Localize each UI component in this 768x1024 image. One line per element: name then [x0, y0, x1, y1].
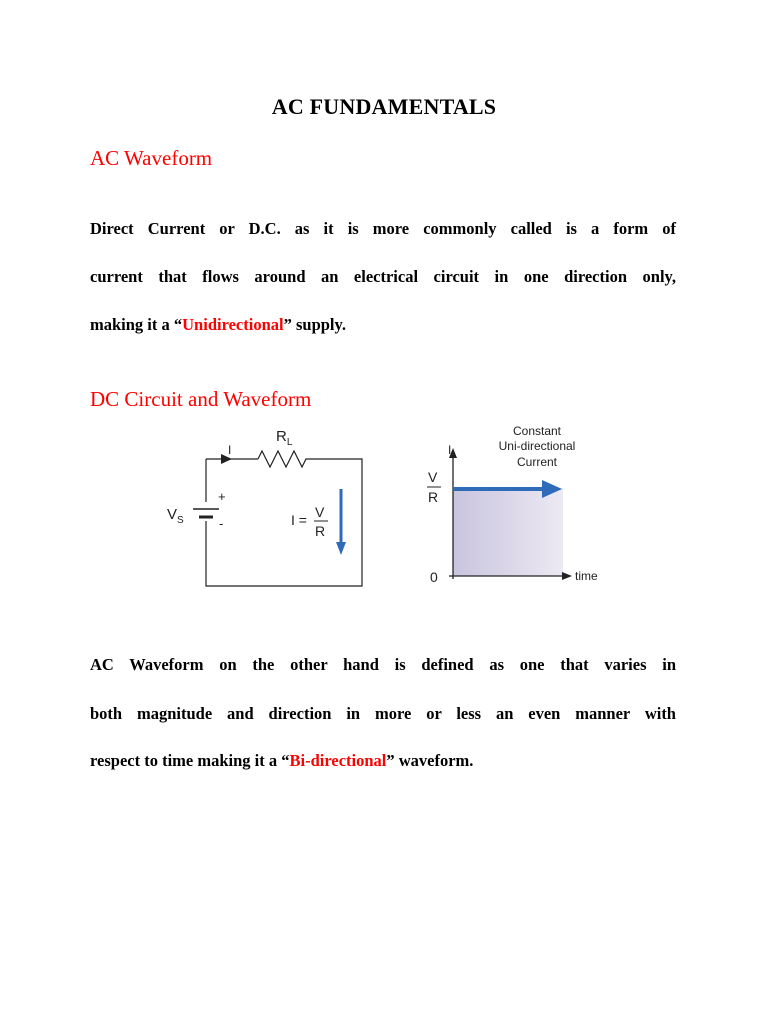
ohm-law-numerator: V — [315, 504, 325, 520]
paragraph-ac-line-2: both magnitude and direction in more or less an even manner with — [90, 704, 676, 723]
circuit-wire — [206, 459, 362, 586]
paragraph-dc-line-2: current that flows around an electrical circuit in one direction only, — [90, 267, 676, 286]
text-segment: making it a “ — [90, 315, 183, 334]
x-axis-arrow-icon — [562, 572, 572, 580]
y-level-denominator: R — [428, 489, 439, 505]
annotation-line-1: Constant — [512, 424, 562, 438]
dc-waveform-graph — [427, 424, 598, 585]
paragraph-ac-line-1: AC Waveform on the other hand is defined as one that varies in — [90, 655, 676, 674]
paragraph-ac-line-3 — [90, 749, 676, 773]
source-label — [167, 506, 184, 526]
text-segment: ” waveform. — [386, 751, 474, 770]
plus-sign: + — [218, 489, 226, 504]
y-axis-label: I — [448, 443, 452, 457]
page-title: AC FUNDAMENTALS — [271, 94, 497, 119]
x-axis-label: time — [575, 569, 598, 583]
highlight-bidirectional: Bi-directional — [289, 751, 387, 770]
origin-label: 0 — [430, 569, 438, 585]
annotation-line-2: Uni-directional — [498, 439, 576, 453]
ohm-law-denominator: R — [315, 523, 326, 539]
source-label-main: V — [167, 506, 178, 523]
annotation-line-3: Current — [516, 455, 558, 469]
circuit-diagram — [167, 428, 362, 586]
resistor-symbol — [258, 451, 310, 467]
current-direction-arrow-head — [336, 542, 346, 555]
resistor-label — [276, 428, 293, 448]
waveform-area — [453, 488, 563, 576]
dc-circuit-figure — [0, 416, 768, 616]
paragraph-dc-line-1: Direct Current or D.C. as it is more commonly called is a form of — [90, 219, 676, 238]
y-level-numerator: V — [428, 469, 438, 485]
text-segment: respect to time making it a “ — [90, 751, 290, 770]
resistor-label-subscript: L — [286, 437, 293, 448]
minus-sign: - — [219, 516, 224, 531]
current-label: I — [228, 443, 232, 457]
paragraph-dc-line-3 — [90, 313, 676, 337]
source-label-subscript: S — [177, 515, 184, 526]
heading-ac-waveform: AC Waveform — [90, 146, 213, 170]
resistor-label-main: R — [276, 428, 287, 445]
text-segment: ” supply. — [283, 315, 346, 334]
highlight-unidirectional: Unidirectional — [182, 315, 284, 334]
ohm-law-prefix: I = — [291, 512, 307, 528]
heading-dc-circuit: DC Circuit and Waveform — [90, 387, 312, 411]
